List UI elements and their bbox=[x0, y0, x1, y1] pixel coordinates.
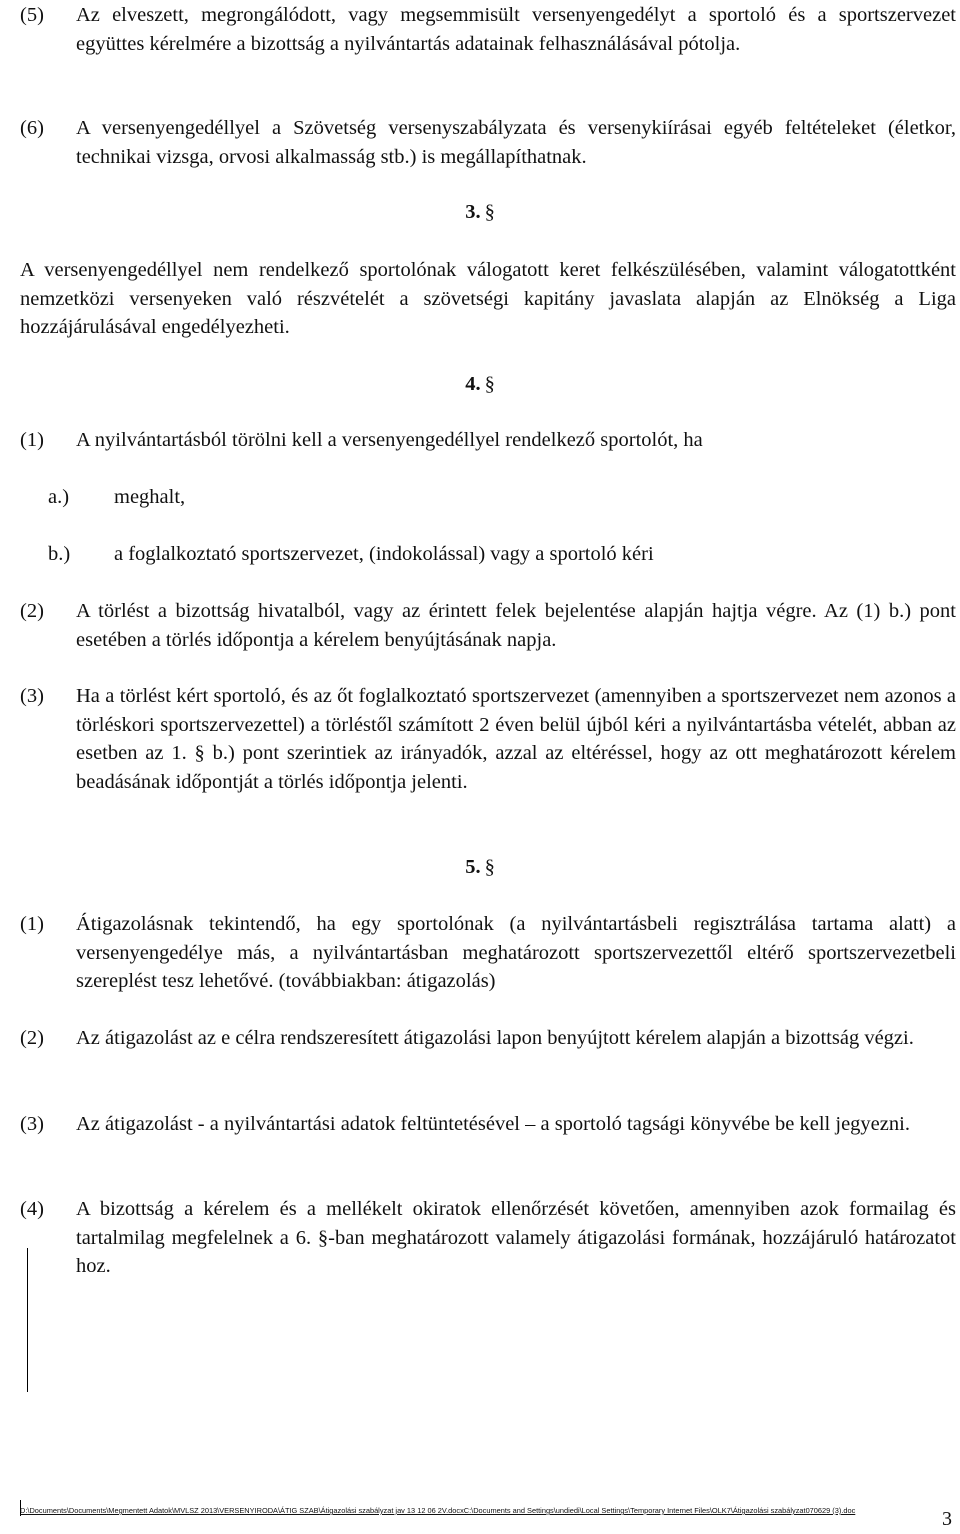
section-heading-4 bbox=[0, 370, 960, 399]
list-item-a bbox=[48, 483, 948, 512]
paragraph-text: Az átigazolást az e célra rendszeresített átigazolási lapon benyújtott kérelem alapján a bizottság végzi. bbox=[76, 1027, 914, 1049]
page-number: 3 bbox=[942, 1508, 952, 1530]
footer-file-path: D:\Documents\Documents\Megmentett Adatok\MVLSZ 2013\VERSENYIRODA\ÁTIG SZAB\Átigazolási szabályzat jav 13 12 06 2V.docxC:\Documents and Settings\undiedi\Local Settings\Temporary Internet Files\OLK7\Átigazolási szabályzat070629 (3).doc bbox=[20, 1506, 856, 1515]
paragraph-text: A törlést a bizottság hivatalból, vagy az érintett felek bejelentése alapján hajtja végre. Az (1) b.) pont esetében a törlés időpontja a kérelem benyújtásának napja. bbox=[76, 600, 956, 651]
paragraph-number: (5) bbox=[20, 4, 44, 26]
paragraph-text: A nyilvántartásból törölni kell a versenyengedéllyel rendelkező sportolót, ha bbox=[76, 429, 703, 451]
paragraph-number: (2) bbox=[20, 600, 44, 622]
section-4-paragraph-1 bbox=[20, 426, 956, 455]
list-item-text: a foglalkoztató sportszervezet, (indokolással) vagy a sportoló kéri bbox=[114, 543, 654, 565]
paragraph-text: A bizottság a kérelem és a mellékelt okiratok ellenőrzését követően, amennyiben azok formailag és tartalmilag megfelelnek a 6. §-ban meghatározott valamely átigazolási formának, hozzájáruló határozatot hoz. bbox=[76, 1198, 956, 1277]
list-item-marker: b.) bbox=[48, 543, 71, 565]
paragraph-text: Az átigazolást - a nyilvántartási adatok feltüntetésével – a sportoló tagsági könyvébe be kell jegyezni. bbox=[76, 1113, 910, 1135]
paragraph-number: (4) bbox=[20, 1198, 44, 1220]
section-heading-5 bbox=[0, 853, 960, 882]
paragraph-number: (3) bbox=[20, 685, 44, 707]
paragraph-text: A versenyengedéllyel nem rendelkező sportolónak válogatott keret felkészülésében, valamint válogatottként nemzetközi versenyeken való részvételét a szövetségi kapitány javaslata alapján az Elnökség a Liga hozzájárulásával engedélyezheti. bbox=[20, 259, 956, 338]
list-item-text: meghalt, bbox=[114, 486, 186, 508]
section-symbol: § bbox=[484, 373, 495, 395]
section-number: 4. bbox=[465, 373, 481, 395]
section-5-paragraph-2 bbox=[20, 1024, 956, 1053]
section-5-paragraph-1 bbox=[20, 910, 956, 996]
section-5-paragraph-4 bbox=[20, 1195, 956, 1281]
paragraph-6 bbox=[20, 114, 956, 171]
section-3-text bbox=[20, 256, 956, 342]
revision-bar bbox=[27, 1248, 28, 1392]
list-item-b bbox=[48, 540, 948, 569]
section-4-paragraph-3 bbox=[20, 682, 956, 796]
paragraph-number: (6) bbox=[20, 117, 44, 139]
paragraph-number: (1) bbox=[20, 429, 44, 451]
paragraph-text: Az elveszett, megrongálódott, vagy megsemmisült versenyengedélyt a sportoló és a sportszervezet együttes kérelmére a bizottság a nyilvántartás adatainak felhasználásával pótolja. bbox=[76, 4, 956, 55]
section-5-paragraph-3 bbox=[20, 1110, 956, 1139]
section-heading-3 bbox=[0, 198, 960, 227]
list-item-marker: a.) bbox=[48, 486, 70, 508]
paragraph-number: (1) bbox=[20, 913, 44, 935]
paragraph-number: (3) bbox=[20, 1113, 44, 1135]
section-4-paragraph-2 bbox=[20, 597, 956, 654]
section-number: 5. bbox=[465, 856, 481, 878]
paragraph-5 bbox=[20, 1, 956, 58]
section-symbol: § bbox=[484, 201, 495, 223]
paragraph-text: Ha a törlést kért sportoló, és az őt foglalkoztató sportszervezet (amennyiben a sportszervezet nem azonos a törléskori sportszervezettel) a törléstől számított 2 éven belül újból kéri a nyilvántartásba vételét, abban az esetben az 1. § b.) pont szerintiek az irányadók, azzal az eltéréssel, hogy az ott meghatározott kérelem beadásának időpontját a törlés időpontja jelenti. bbox=[76, 685, 956, 793]
section-number: 3. bbox=[465, 201, 481, 223]
paragraph-number: (2) bbox=[20, 1027, 44, 1049]
section-symbol: § bbox=[484, 856, 495, 878]
paragraph-text: Átigazolásnak tekintendő, ha egy sportolónak (a nyilvántartásbeli regisztrálása tartama alatt) a versenyengedélye más, a nyilvántartásban meghatározott sportszervezettől eltérő sportszervezetbeli szereplést tesz lehetővé. (továbbiakban: átigazolás) bbox=[76, 913, 956, 992]
paragraph-text: A versenyengedéllyel a Szövetség versenyszabályzata és versenykiírásai egyéb feltételeket (életkor, technikai vizsga, orvosi alkalmasság stb.) is megállapíthatnak. bbox=[76, 117, 956, 168]
